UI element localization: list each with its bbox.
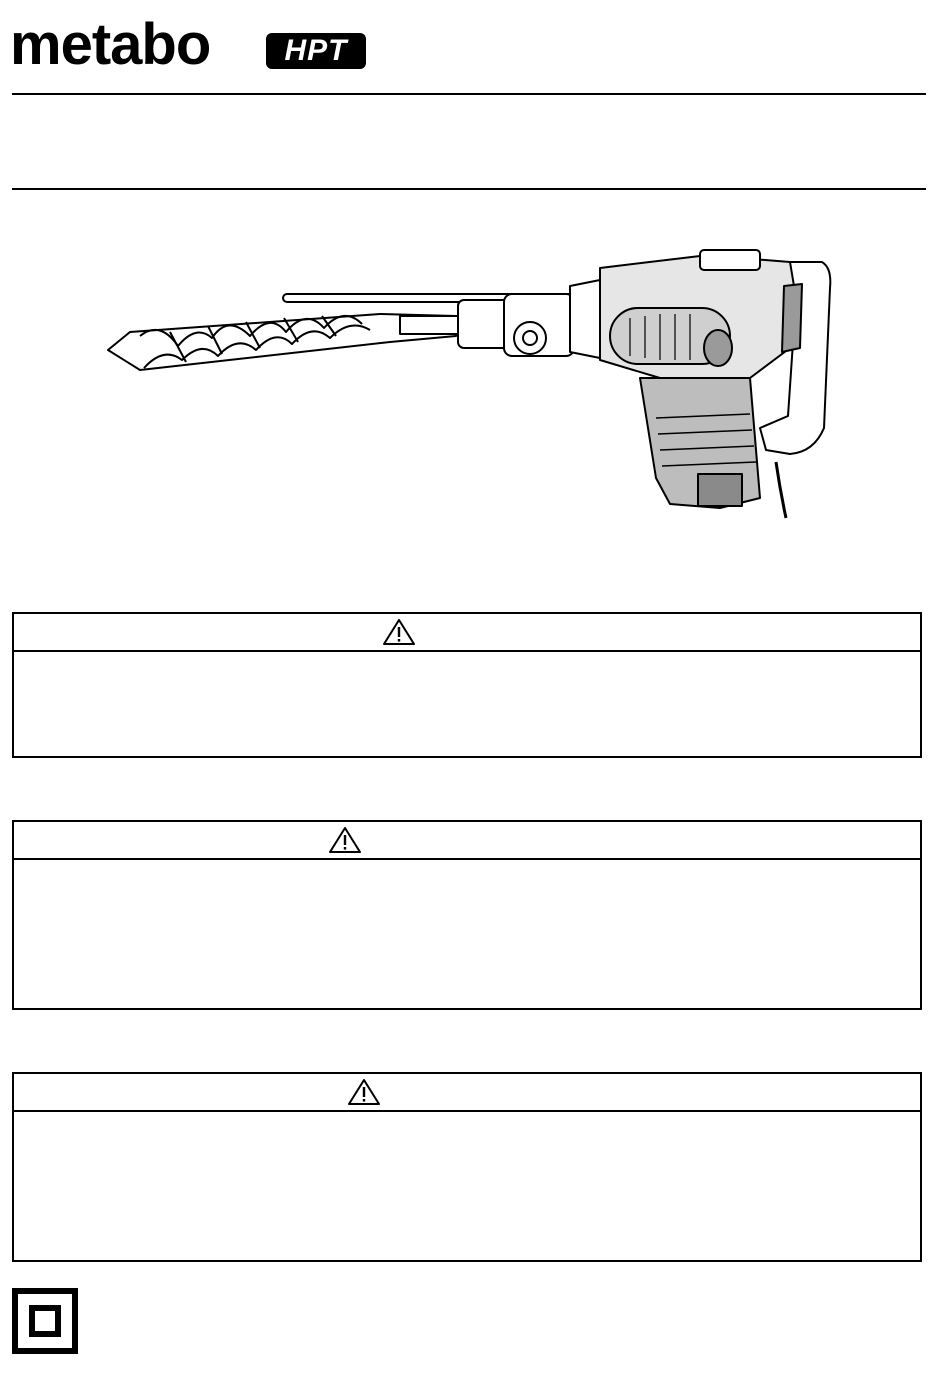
brand-badge: HPT [266,33,366,69]
warning-triangle-icon [328,826,362,854]
warning-triangle-icon [382,618,416,646]
warning-box-3 [12,1072,922,1262]
warning-box-2 [12,820,922,1010]
warning-triangle-icon [347,1078,381,1106]
header-rule-top [12,93,926,95]
brand-name: metabo [10,12,211,77]
double-insulation-icon [12,1288,78,1354]
warning-box-2-header [14,822,920,860]
warning-box-1-header [14,614,920,652]
warning-box-1 [12,612,922,758]
header-rule-bottom [12,188,926,190]
brand-logo [10,12,360,77]
warning-box-3-header [14,1074,920,1112]
rotary-hammer-illustration [100,228,840,528]
